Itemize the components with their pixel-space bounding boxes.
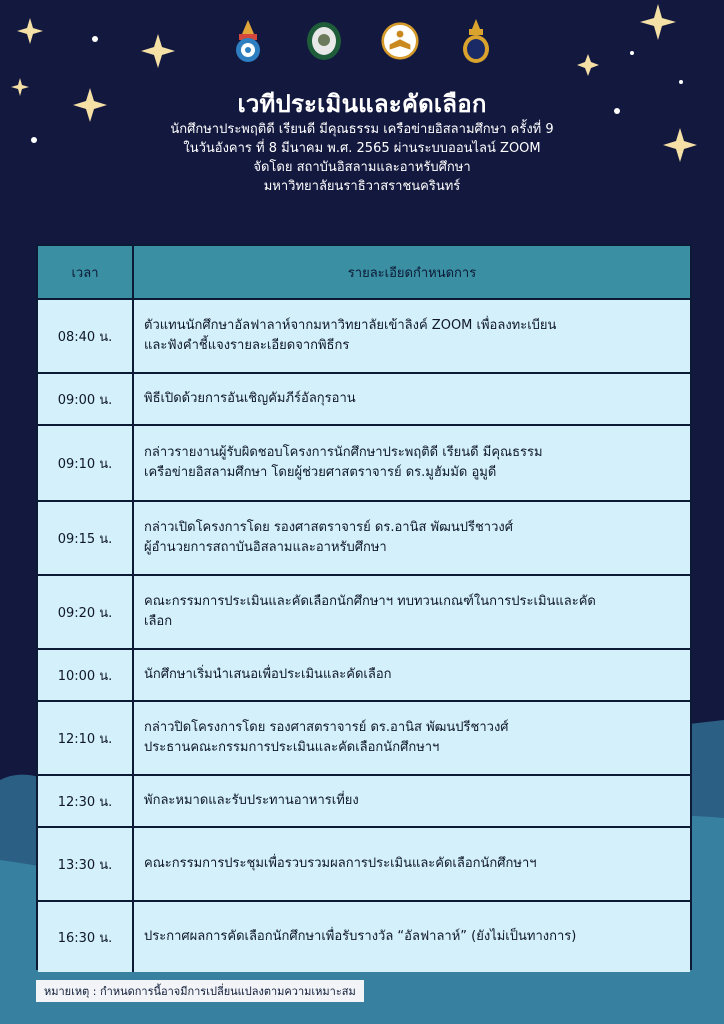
page-title: เวทีประเมินและคัดเลือก bbox=[237, 90, 487, 118]
table-row bbox=[38, 776, 690, 828]
header-time: เวลา bbox=[38, 246, 134, 298]
header-detail: รายละเอียดกำหนดการ bbox=[347, 265, 477, 281]
subtitle-line-4: มหาวิทยาลัยนราธิวาสราชนครินทร์ bbox=[263, 179, 461, 194]
subtitle-line-3: จัดโดย สถาบันอิสลามและอาหรับศึกษา bbox=[253, 160, 471, 175]
subtitle-line-1: นักศึกษาประพฤติดี เรียนดี มีคุณธรรม เครือข่ายอิสลามศึกษา ครั้งที่ 9 bbox=[170, 122, 554, 137]
table-row bbox=[38, 502, 690, 576]
table-row bbox=[38, 576, 690, 650]
row-time: 16:30 น. bbox=[38, 902, 134, 972]
row-time: 09:20 น. bbox=[38, 576, 134, 648]
row-detail: คณะกรรมการประเมินและคัดเลือกนักศึกษาฯ ทบทวนเกณฑ์ในการประเมินและคัด เลือก bbox=[144, 594, 596, 629]
row-time: 12:10 น. bbox=[38, 702, 134, 774]
row-time: 08:40 น. bbox=[38, 300, 134, 372]
row-detail: พักละหมาดและรับประทานอาหารเที่ยง bbox=[144, 793, 359, 808]
table-row bbox=[38, 374, 690, 426]
row-detail: คณะกรรมการประชุมเพื่อรวบรวมผลการประเมินและคัดเลือกนักศึกษาฯ bbox=[144, 856, 537, 871]
header bbox=[0, 88, 724, 196]
book-emblem-icon bbox=[381, 18, 419, 64]
row-time: 09:15 น. bbox=[38, 502, 134, 574]
row-time: 09:10 น. bbox=[38, 426, 134, 500]
row-time: 12:30 น. bbox=[38, 776, 134, 826]
row-detail: ตัวแทนนักศึกษาอัลฟาลาห์จากมหาวิทยาลัยเข้าลิงค์ ZOOM เพื่อลงทะเบียน และฟังคำชี้แจงรายละเอียดจากพิธีกร bbox=[144, 318, 557, 353]
crown-emblem-icon bbox=[457, 18, 495, 64]
row-detail: พิธีเปิดด้วยการอันเชิญคัมภีร์อัลกุรอาน bbox=[144, 391, 356, 406]
row-time: 09:00 น. bbox=[38, 374, 134, 424]
row-time: 13:30 น. bbox=[38, 828, 134, 900]
row-detail: กล่าวเปิดโครงการโดย รองศาสตราจารย์ ดร.อานิส พัฒนปรีชาวงศ์ ผู้อำนวยการสถาบันอิสลามและอาหรับศึกษา bbox=[144, 520, 513, 555]
table-row bbox=[38, 902, 690, 972]
row-detail: กล่าวปิดโครงการโดย รองศาสตราจารย์ ดร.อานิส พัฒนปรีชาวงศ์ ประธานคณะกรรมการประเมินและคัดเลือกนักศึกษาฯ bbox=[144, 720, 509, 755]
table-row bbox=[38, 702, 690, 776]
table-row bbox=[38, 828, 690, 902]
schedule-table bbox=[36, 244, 692, 970]
table-row bbox=[38, 650, 690, 702]
row-detail: ประกาศผลการคัดเลือกนักศึกษาเพื่อรับรางวัล “อัลฟาลาห์” (ยังไม่เป็นทางการ) bbox=[144, 929, 577, 944]
table-header bbox=[38, 246, 690, 300]
logo-row bbox=[0, 18, 724, 64]
row-detail: กล่าวรายงานผู้รับผิดชอบโครงการนักศึกษาประพฤติดี เรียนดี มีคุณธรรม เครือข่ายอิสลามศึกษา โดยผู้ช่วยศาสตราจารย์ ดร.มูฮัมมัด อูมูดี bbox=[144, 445, 543, 480]
university-seal-icon bbox=[229, 18, 267, 64]
row-detail: นักศึกษาเริ่มนำเสนอเพื่อประเมินและคัดเลือก bbox=[144, 667, 392, 682]
table-row bbox=[38, 300, 690, 374]
green-emblem-icon bbox=[305, 18, 343, 64]
table-row bbox=[38, 426, 690, 502]
row-time: 10:00 น. bbox=[38, 650, 134, 700]
subtitle-line-2: ในวันอังคาร ที่ 8 มีนาคม พ.ศ. 2565 ผ่านระบบออนไลน์ ZOOM bbox=[183, 141, 541, 156]
footnote: หมายเหตุ : กำหนดการนี้อาจมีการเปลี่ยนแปลงตามความเหมาะสม bbox=[36, 980, 364, 1002]
